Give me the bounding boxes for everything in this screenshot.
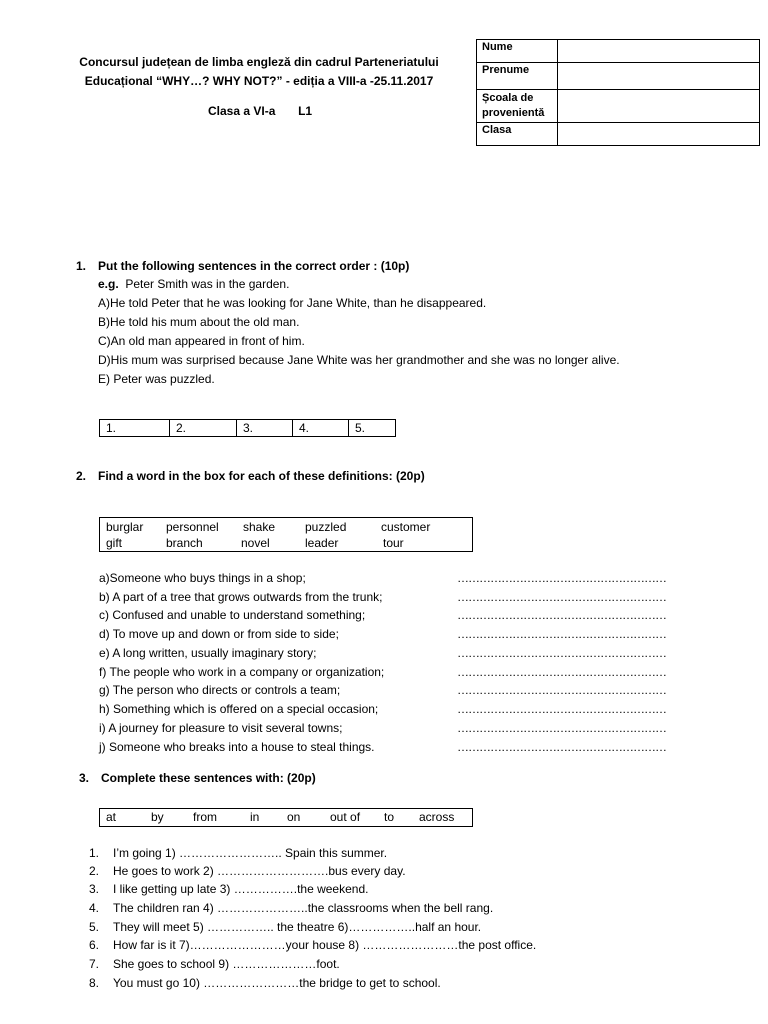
definition-e: e) A long written, usually imaginary story; bbox=[99, 646, 317, 660]
sentence-number: 3. bbox=[89, 882, 100, 896]
prep-on: on bbox=[287, 810, 301, 824]
section1-line-b: B)He told his mum about the old man. bbox=[98, 315, 300, 329]
word-customer: customer bbox=[381, 520, 431, 534]
sentence-3 bbox=[89, 882, 368, 896]
word-personnel: personnel bbox=[166, 520, 219, 534]
prep-at: at bbox=[106, 810, 117, 824]
info-label-scoala-line1: Școala de bbox=[482, 92, 534, 104]
answer-line-g[interactable]: ………………………………………………… bbox=[457, 683, 666, 697]
section3-heading: Complete these sentences with: (20p) bbox=[101, 771, 316, 785]
prep-to: to bbox=[384, 810, 395, 824]
answer-line-d[interactable]: ………………………………………………… bbox=[457, 627, 666, 641]
prep-from: from bbox=[193, 810, 217, 824]
answer-line-c[interactable]: ………………………………………………… bbox=[457, 608, 666, 622]
info-field-scoala[interactable] bbox=[558, 90, 760, 123]
example-text: Peter Smith was in the garden. bbox=[125, 277, 290, 291]
word-burglar: burglar bbox=[106, 520, 144, 534]
info-field-prenume[interactable] bbox=[558, 63, 760, 90]
answer-line-a[interactable]: ………………………………………………… bbox=[457, 571, 666, 585]
section1-heading: Put the following sentences in the correct order : (10p) bbox=[98, 259, 410, 273]
definition-c: c) Confused and unable to understand something; bbox=[99, 608, 366, 622]
word-box bbox=[99, 517, 473, 552]
example-label: e.g. bbox=[98, 277, 119, 291]
sentence-number: 4. bbox=[89, 901, 100, 915]
class-label: Clasa a VI-a bbox=[208, 104, 276, 118]
section1-line-c: C)An old man appeared in front of him. bbox=[98, 334, 305, 348]
sentence-1 bbox=[89, 846, 387, 860]
sentence-text: He goes to work 2) ……………………….bus every day. bbox=[113, 864, 406, 878]
word-puzzled: puzzled bbox=[305, 520, 347, 534]
sentence-text: The children ran 4) …………………..the classrooms when the bell rang. bbox=[113, 901, 494, 915]
definition-b: b) A part of a tree that grows outwards from the trunk; bbox=[99, 590, 383, 604]
order-answer-table bbox=[99, 419, 396, 437]
definition-h: h) Something which is offered on a special occasion; bbox=[99, 702, 379, 716]
prep-across: across bbox=[419, 810, 455, 824]
section2-number: 2. bbox=[76, 469, 87, 483]
answer-line-i[interactable]: ………………………………………………… bbox=[457, 721, 666, 735]
answer-line-j[interactable]: ………………………………………………… bbox=[457, 740, 666, 754]
info-label-nume: Nume bbox=[477, 40, 558, 63]
sentence-8 bbox=[89, 976, 441, 990]
sentence-text: I’m going 1) …………………….. Spain this summer. bbox=[113, 846, 388, 860]
answer-line-e[interactable]: ………………………………………………… bbox=[457, 646, 666, 660]
word-branch: branch bbox=[166, 536, 203, 550]
class-line bbox=[208, 104, 312, 118]
section1-number: 1. bbox=[76, 259, 87, 273]
section1-line-a: A)He told Peter that he was looking for Jane White, than he disappeared. bbox=[98, 296, 487, 310]
sentence-7 bbox=[89, 957, 340, 971]
answer-line-f[interactable]: ………………………………………………… bbox=[457, 665, 666, 679]
order-cell-4[interactable]: 4. bbox=[293, 420, 349, 437]
definition-f: f) The people who work in a company or organization; bbox=[99, 665, 385, 679]
title-line-1: Concursul județean de limba engleză din cadrul Parteneriatului bbox=[79, 55, 439, 69]
info-label-scoala-line2: provenientă bbox=[482, 107, 545, 119]
definition-a: a)Someone who buys things in a shop; bbox=[99, 571, 306, 585]
sentence-text: How far is it 7)……………………your house 8) ……………………the post office. bbox=[113, 938, 537, 952]
sentence-number: 5. bbox=[89, 920, 100, 934]
sentence-2 bbox=[89, 864, 406, 878]
sentence-5 bbox=[89, 920, 481, 934]
sentence-number: 1. bbox=[89, 846, 100, 860]
word-tour: tour bbox=[383, 536, 404, 550]
info-label-clasa: Clasa bbox=[477, 123, 558, 146]
definition-d: d) To move up and down or from side to side; bbox=[99, 627, 339, 641]
order-cell-2[interactable]: 2. bbox=[170, 420, 237, 437]
sentence-number: 8. bbox=[89, 976, 100, 990]
definition-g: g) The person who directs or controls a team; bbox=[99, 683, 341, 697]
sentence-number: 6. bbox=[89, 938, 100, 952]
sentence-text: You must go 10) ……………………the bridge to get to school. bbox=[113, 976, 441, 990]
definition-j: j) Someone who breaks into a house to steal things. bbox=[99, 740, 375, 754]
sentence-text: She goes to school 9) …………………foot. bbox=[113, 957, 340, 971]
order-cell-3[interactable]: 3. bbox=[237, 420, 293, 437]
sentence-number: 7. bbox=[89, 957, 100, 971]
section1-line-d: D)His mum was surprised because Jane White was her grandmother and she was no longer alive. bbox=[98, 353, 620, 367]
order-cell-1[interactable]: 1. bbox=[100, 420, 170, 437]
answer-line-h[interactable]: ………………………………………………… bbox=[457, 702, 666, 716]
sentence-4 bbox=[89, 901, 493, 915]
info-label-scoala bbox=[477, 90, 558, 123]
info-field-clasa[interactable] bbox=[558, 123, 760, 146]
level-label: L1 bbox=[298, 104, 313, 118]
definition-i: i) A journey for pleasure to visit several towns; bbox=[99, 721, 343, 735]
preposition-box bbox=[99, 808, 473, 827]
sentence-number: 2. bbox=[89, 864, 100, 878]
order-cell-5[interactable]: 5. bbox=[349, 420, 396, 437]
sentence-text: I like getting up late 3) …………….the weekend. bbox=[113, 882, 369, 896]
word-shake: shake bbox=[243, 520, 276, 534]
word-gift: gift bbox=[106, 536, 123, 550]
info-label-prenume: Prenume bbox=[477, 63, 558, 90]
section1-example bbox=[98, 275, 289, 294]
prep-in: in bbox=[250, 810, 260, 824]
student-info-table bbox=[476, 39, 760, 146]
sentence-6 bbox=[89, 938, 536, 952]
section2-heading: Find a word in the box for each of these definitions: (20p) bbox=[98, 469, 425, 483]
prep-out-of: out of bbox=[330, 810, 361, 824]
section3-number: 3. bbox=[79, 771, 90, 785]
prep-by: by bbox=[151, 810, 164, 824]
section1-line-e: E) Peter was puzzled. bbox=[98, 372, 215, 386]
info-field-nume[interactable] bbox=[558, 40, 760, 63]
sentence-text: They will meet 5) …………….. the theatre 6)……………..half an hour. bbox=[113, 920, 482, 934]
answer-line-b[interactable]: ………………………………………………… bbox=[457, 590, 666, 604]
document-title bbox=[60, 53, 458, 91]
word-leader: leader bbox=[305, 536, 339, 550]
word-novel: novel bbox=[241, 536, 270, 550]
title-line-2: Educațional “WHY…? WHY NOT?” - ediția a VIII-a -25.11.2017 bbox=[84, 74, 434, 88]
